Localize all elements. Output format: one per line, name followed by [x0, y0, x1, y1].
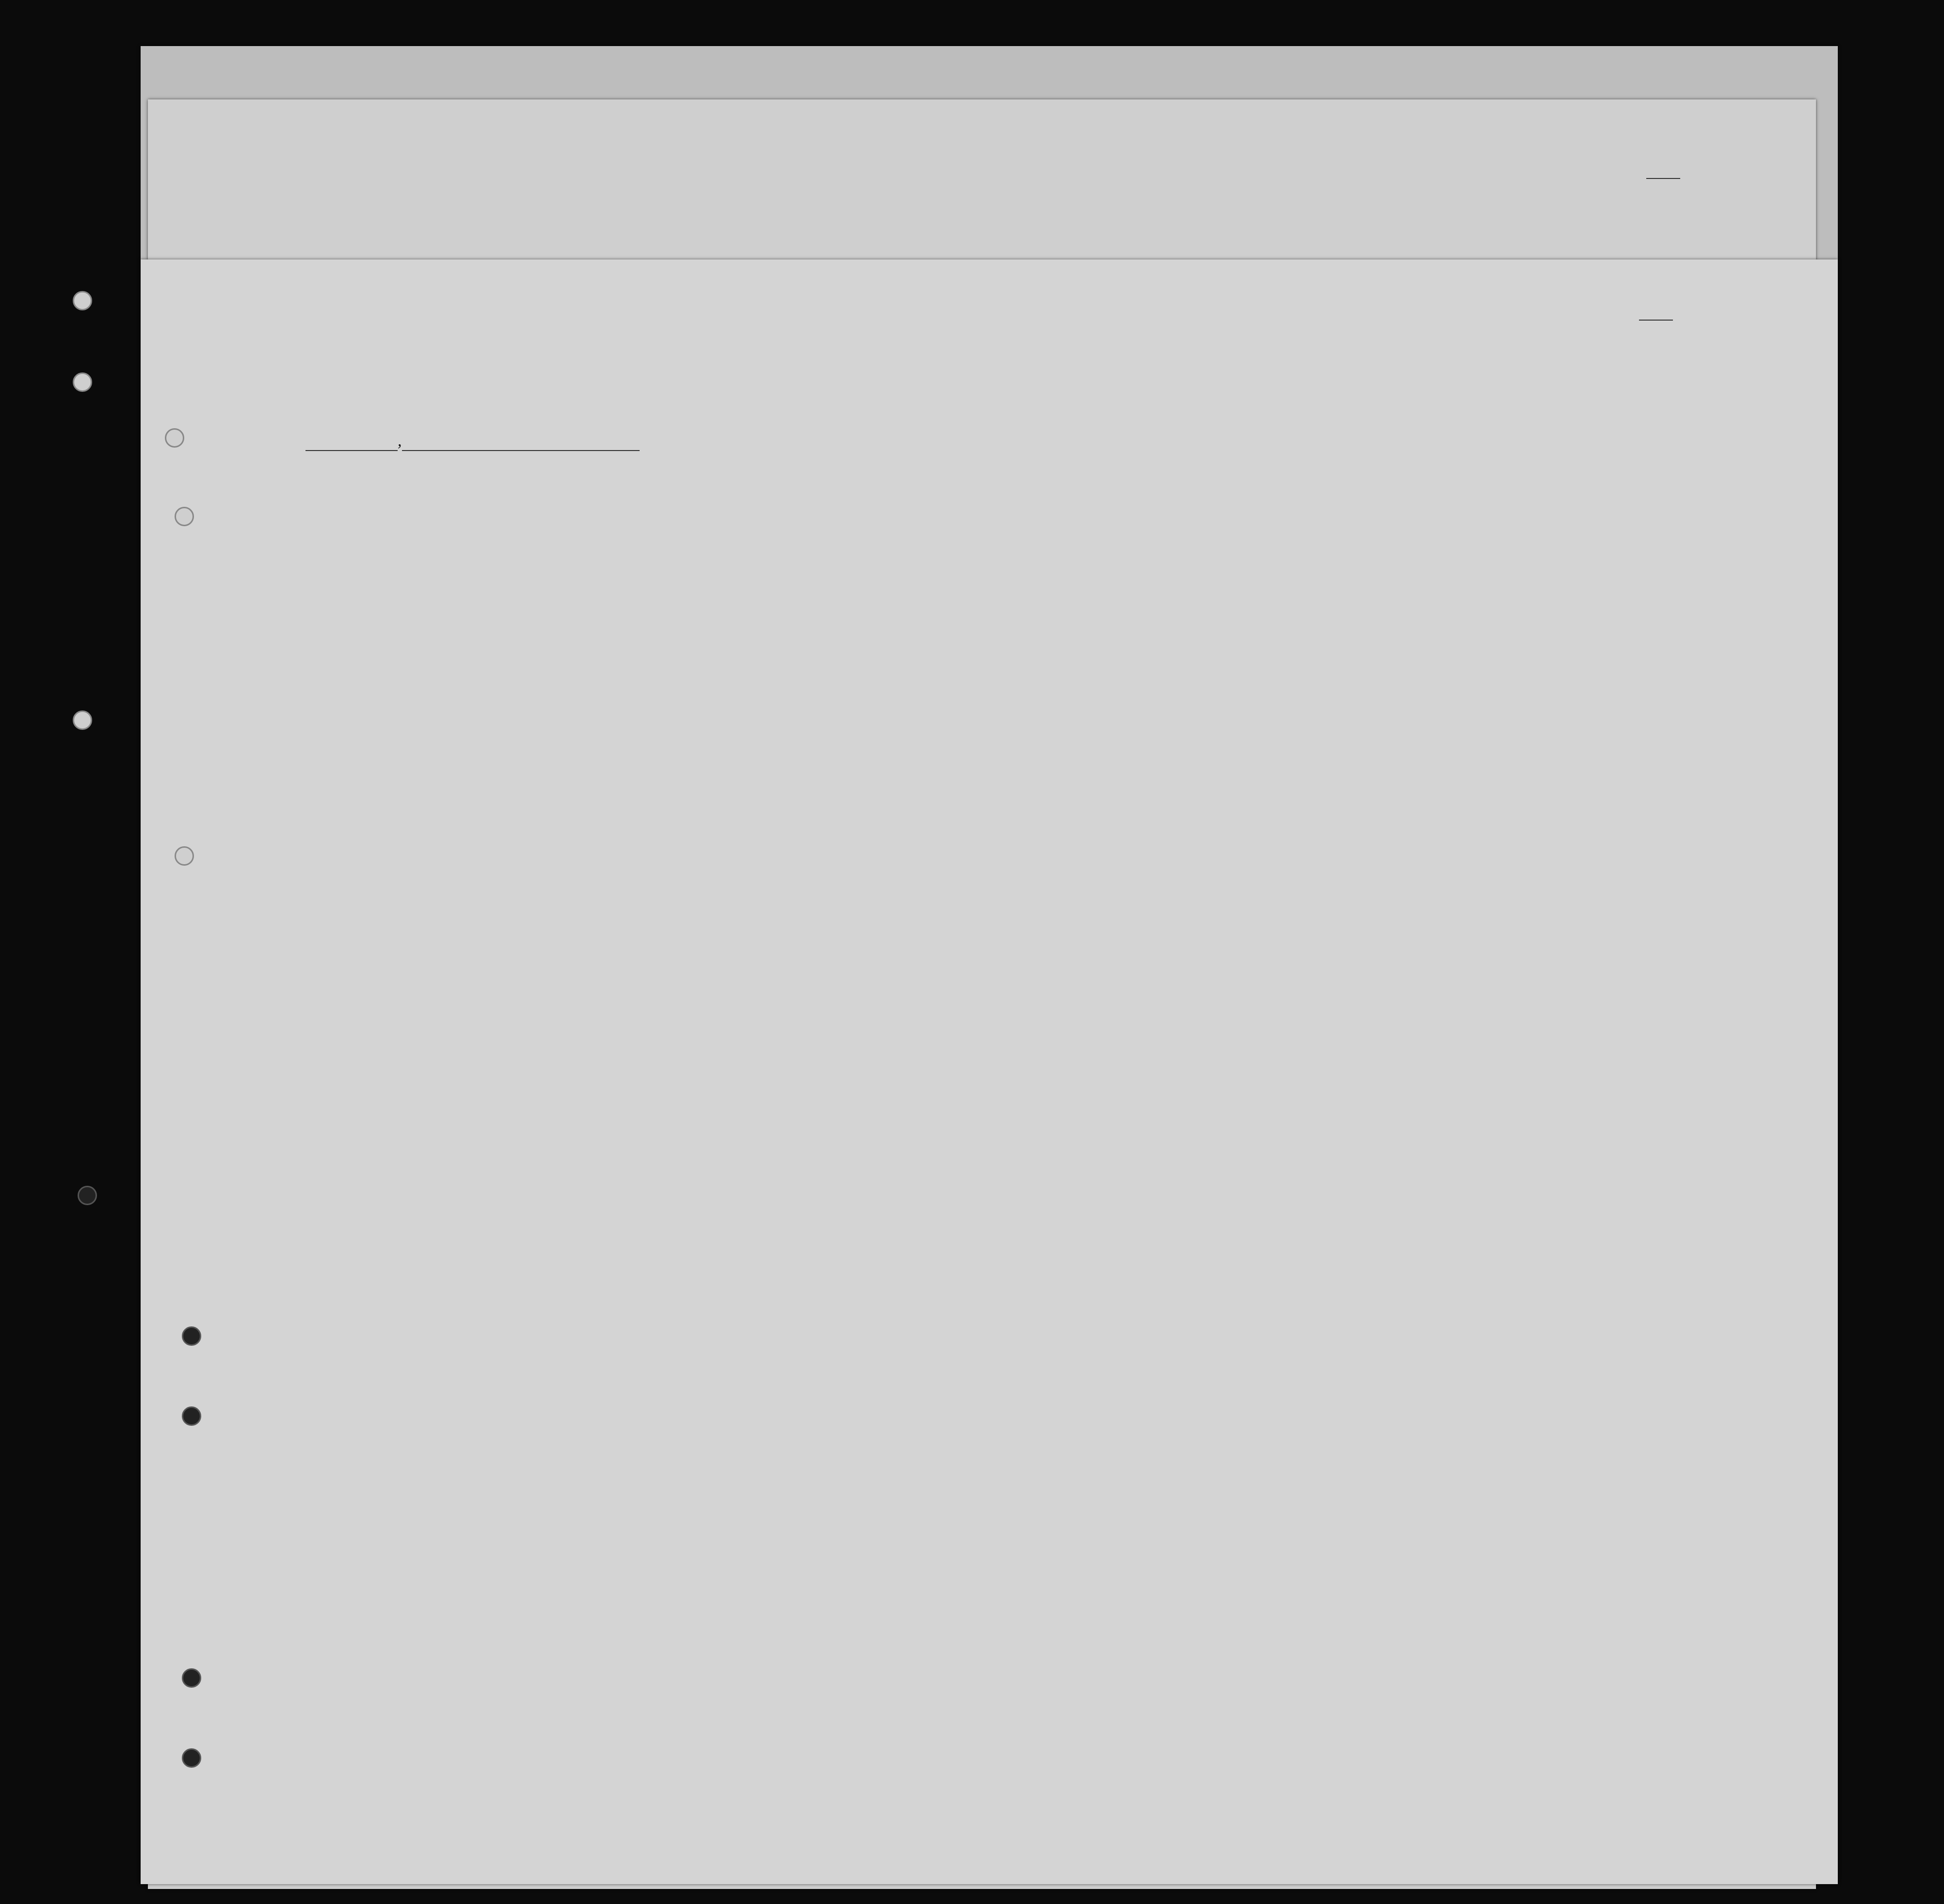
binder-hole	[182, 1668, 201, 1688]
binder-hole	[182, 1326, 201, 1346]
binder-hole	[73, 291, 92, 310]
binder-hole	[78, 1186, 97, 1205]
binder-hole	[182, 1748, 201, 1768]
binder-hole	[182, 1406, 201, 1426]
binder-hole	[73, 710, 92, 730]
binder-hole	[165, 428, 184, 448]
binder-hole	[175, 846, 194, 866]
binder-hole	[175, 507, 194, 526]
binder-hole	[73, 372, 92, 392]
voyage-line: ,	[305, 429, 1760, 450]
